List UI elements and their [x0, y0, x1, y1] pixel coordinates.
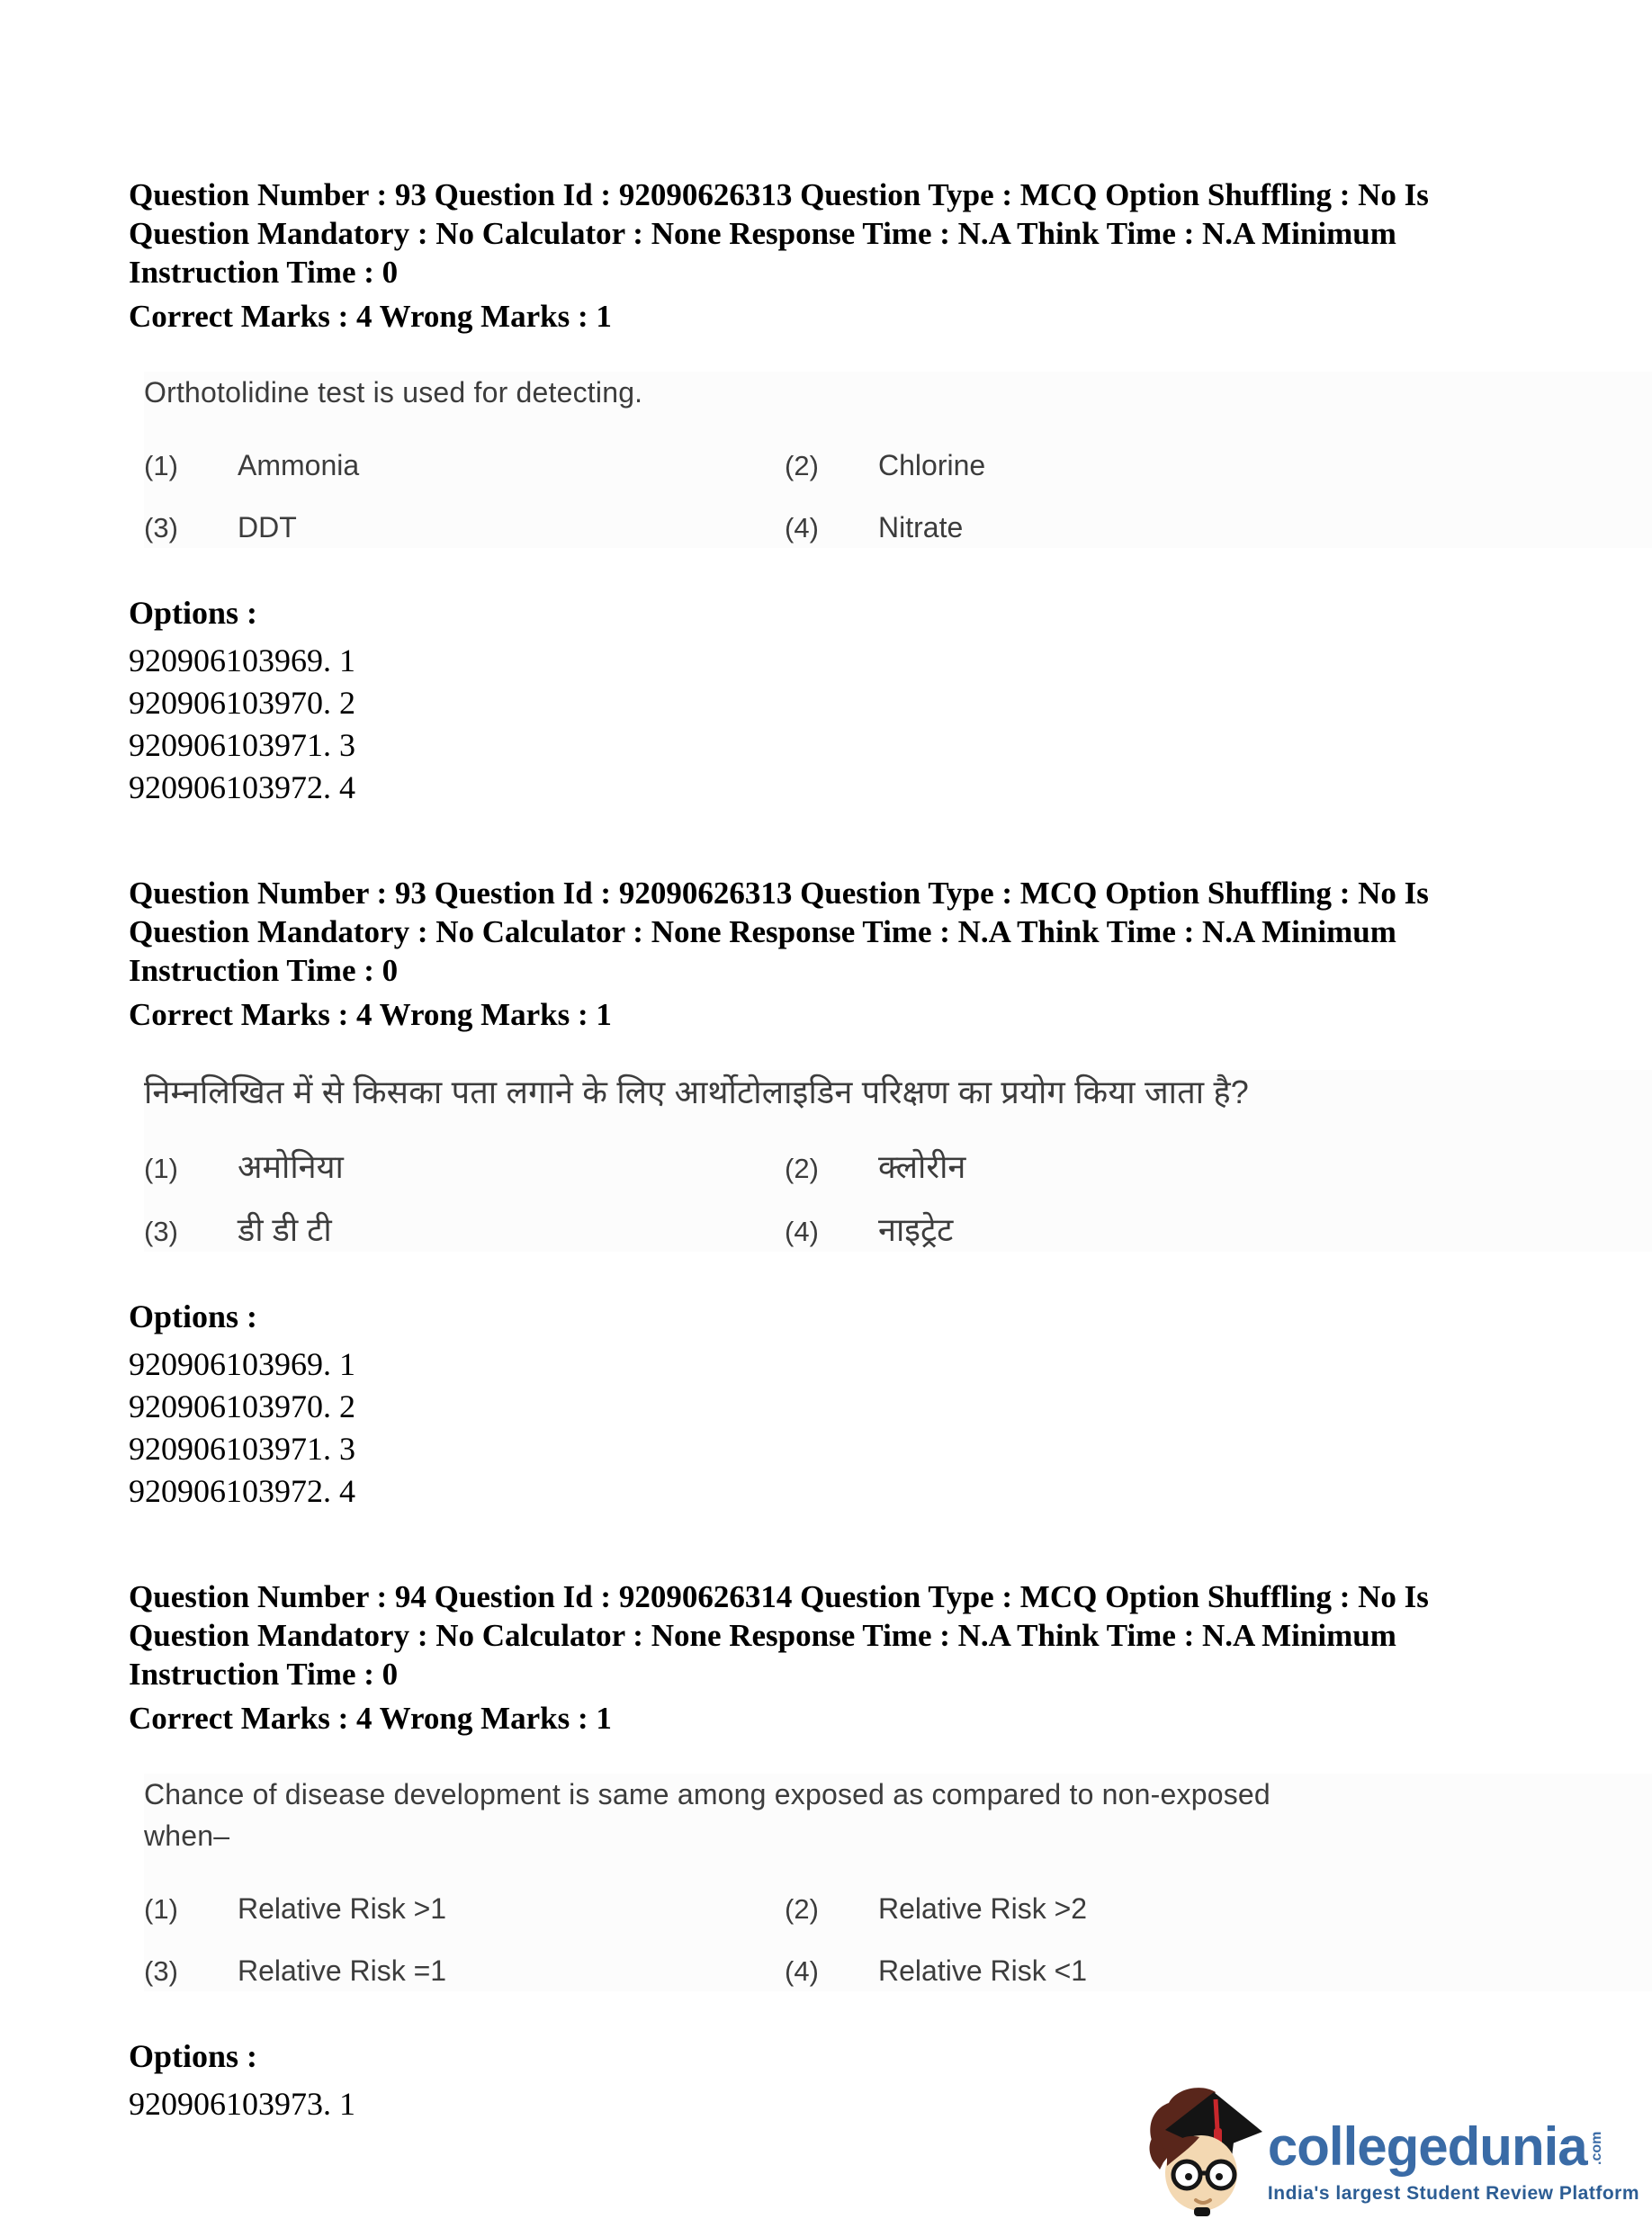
options-heading: Options :	[129, 2038, 258, 2074]
option-row	[785, 1951, 1431, 1991]
options-heading: Options :	[129, 595, 258, 631]
option-row	[785, 1889, 1431, 1929]
option-number: (4)	[785, 1216, 819, 1247]
option-number: (2)	[785, 1893, 819, 1925]
option-row	[785, 1210, 1431, 1252]
brand-domain-suffix: .com	[1588, 2131, 1604, 2165]
question-text-line: Chance of disease development is same among exposed as compared to non-exposed	[144, 1778, 1270, 1810]
option-id-row: 920906103970. 2	[129, 1388, 355, 1424]
question-block-94	[129, 1577, 1652, 2125]
question-header	[129, 1577, 1496, 1693]
option-number: (3)	[144, 512, 178, 544]
question-text	[144, 1774, 1431, 1856]
option-label: Relative Risk <1	[878, 1954, 1088, 1987]
question-body	[144, 1070, 1652, 1252]
question-text-line: when–	[144, 1819, 230, 1852]
option-number: (4)	[785, 512, 819, 544]
question-marks: Correct Marks : 4 Wrong Marks : 1	[129, 1701, 612, 1736]
option-number: (1)	[144, 1893, 178, 1925]
option-label: अमोनिया	[238, 1148, 344, 1185]
question-header-line: Question Number : 93 Question Id : 92090626313 Question Type : MCQ Option Shuffling : No Is	[129, 876, 1429, 911]
mascot-icon	[1140, 2080, 1266, 2221]
option-id-row: 920906103971. 3	[129, 1431, 355, 1467]
option-grid	[144, 1147, 1431, 1252]
option-label: नाइट्रेट	[878, 1211, 954, 1248]
brand-text	[1267, 2116, 1639, 2221]
option-row	[144, 445, 785, 486]
option-label: Relative Risk >1	[238, 1892, 447, 1925]
option-id-row: 920906103969. 1	[129, 642, 355, 678]
option-row	[785, 508, 1431, 548]
question-body	[144, 372, 1652, 548]
option-label: DDT	[238, 511, 297, 544]
option-label: Nitrate	[878, 511, 964, 544]
option-row	[144, 1147, 785, 1189]
option-label: Ammonia	[238, 449, 360, 481]
option-id-row: 920906103972. 4	[129, 769, 355, 805]
option-grid	[144, 445, 1431, 548]
question-block-93-hindi	[129, 874, 1652, 1513]
brand-wordmark: collegedunia	[1267, 2116, 1587, 2177]
question-text: Orthotolidine test is used for detecting.	[144, 376, 643, 409]
collegedunia-logo[interactable]	[1140, 2080, 1639, 2221]
option-id-row: 920906103971. 3	[129, 727, 355, 763]
option-number: (1)	[144, 450, 178, 481]
option-id-row: 920906103970. 2	[129, 685, 355, 721]
option-label: Relative Risk >2	[878, 1892, 1088, 1925]
option-id-list	[129, 640, 1652, 809]
option-row	[144, 508, 785, 548]
option-number: (3)	[144, 1955, 178, 1987]
option-id-row: 920906103973. 1	[129, 2086, 355, 2122]
option-number: (2)	[785, 450, 819, 481]
option-grid	[144, 1889, 1431, 1991]
option-id-row: 920906103969. 1	[129, 1346, 355, 1382]
question-header-line: Question Number : 93 Question Id : 92090626313 Question Type : MCQ Option Shuffling : No Is	[129, 177, 1429, 212]
question-marks: Correct Marks : 4 Wrong Marks : 1	[129, 997, 612, 1032]
question-header-line: Question Mandatory : No Calculator : None Response Time : N.A Think Time : N.A Minimum	[129, 914, 1396, 949]
option-row	[785, 445, 1431, 486]
question-header-line: Question Number : 94 Question Id : 92090626314 Question Type : MCQ Option Shuffling : No Is	[129, 1579, 1429, 1614]
question-header-line: Instruction Time : 0	[129, 1657, 399, 1692]
question-header	[129, 175, 1496, 292]
question-header-line: Question Mandatory : No Calculator : None Response Time : N.A Think Time : N.A Minimum	[129, 1618, 1396, 1653]
brand-tagline: India's largest Student Review Platform	[1267, 2183, 1639, 2204]
question-marks: Correct Marks : 4 Wrong Marks : 1	[129, 299, 612, 334]
option-id-row: 920906103972. 4	[129, 1473, 355, 1509]
option-row	[144, 1210, 785, 1252]
question-header-line: Question Mandatory : No Calculator : None Response Time : N.A Think Time : N.A Minimum	[129, 216, 1396, 251]
question-header	[129, 874, 1496, 990]
option-label: Chlorine	[878, 449, 986, 481]
question-header-line: Instruction Time : 0	[129, 255, 399, 290]
question-header-line: Instruction Time : 0	[129, 953, 399, 988]
option-row	[144, 1951, 785, 1991]
option-number: (3)	[144, 1216, 178, 1247]
options-heading: Options :	[129, 1298, 258, 1334]
option-row	[785, 1147, 1431, 1189]
option-row	[144, 1889, 785, 1929]
option-label: Relative Risk =1	[238, 1954, 447, 1987]
option-number: (4)	[785, 1955, 819, 1987]
option-number: (1)	[144, 1153, 178, 1184]
option-label: डी डी टी	[238, 1211, 332, 1248]
question-body	[144, 1774, 1652, 1991]
question-text: निम्नलिखित में से किसका पता लगाने के लिए आर्थोटोलाइडिन परिक्षण का प्रयोग किया जाता है?	[144, 1074, 1249, 1110]
option-number: (2)	[785, 1153, 819, 1184]
option-id-list	[129, 1343, 1652, 1513]
question-block-93-english	[129, 175, 1652, 809]
option-label: क्लोरीन	[878, 1148, 966, 1185]
